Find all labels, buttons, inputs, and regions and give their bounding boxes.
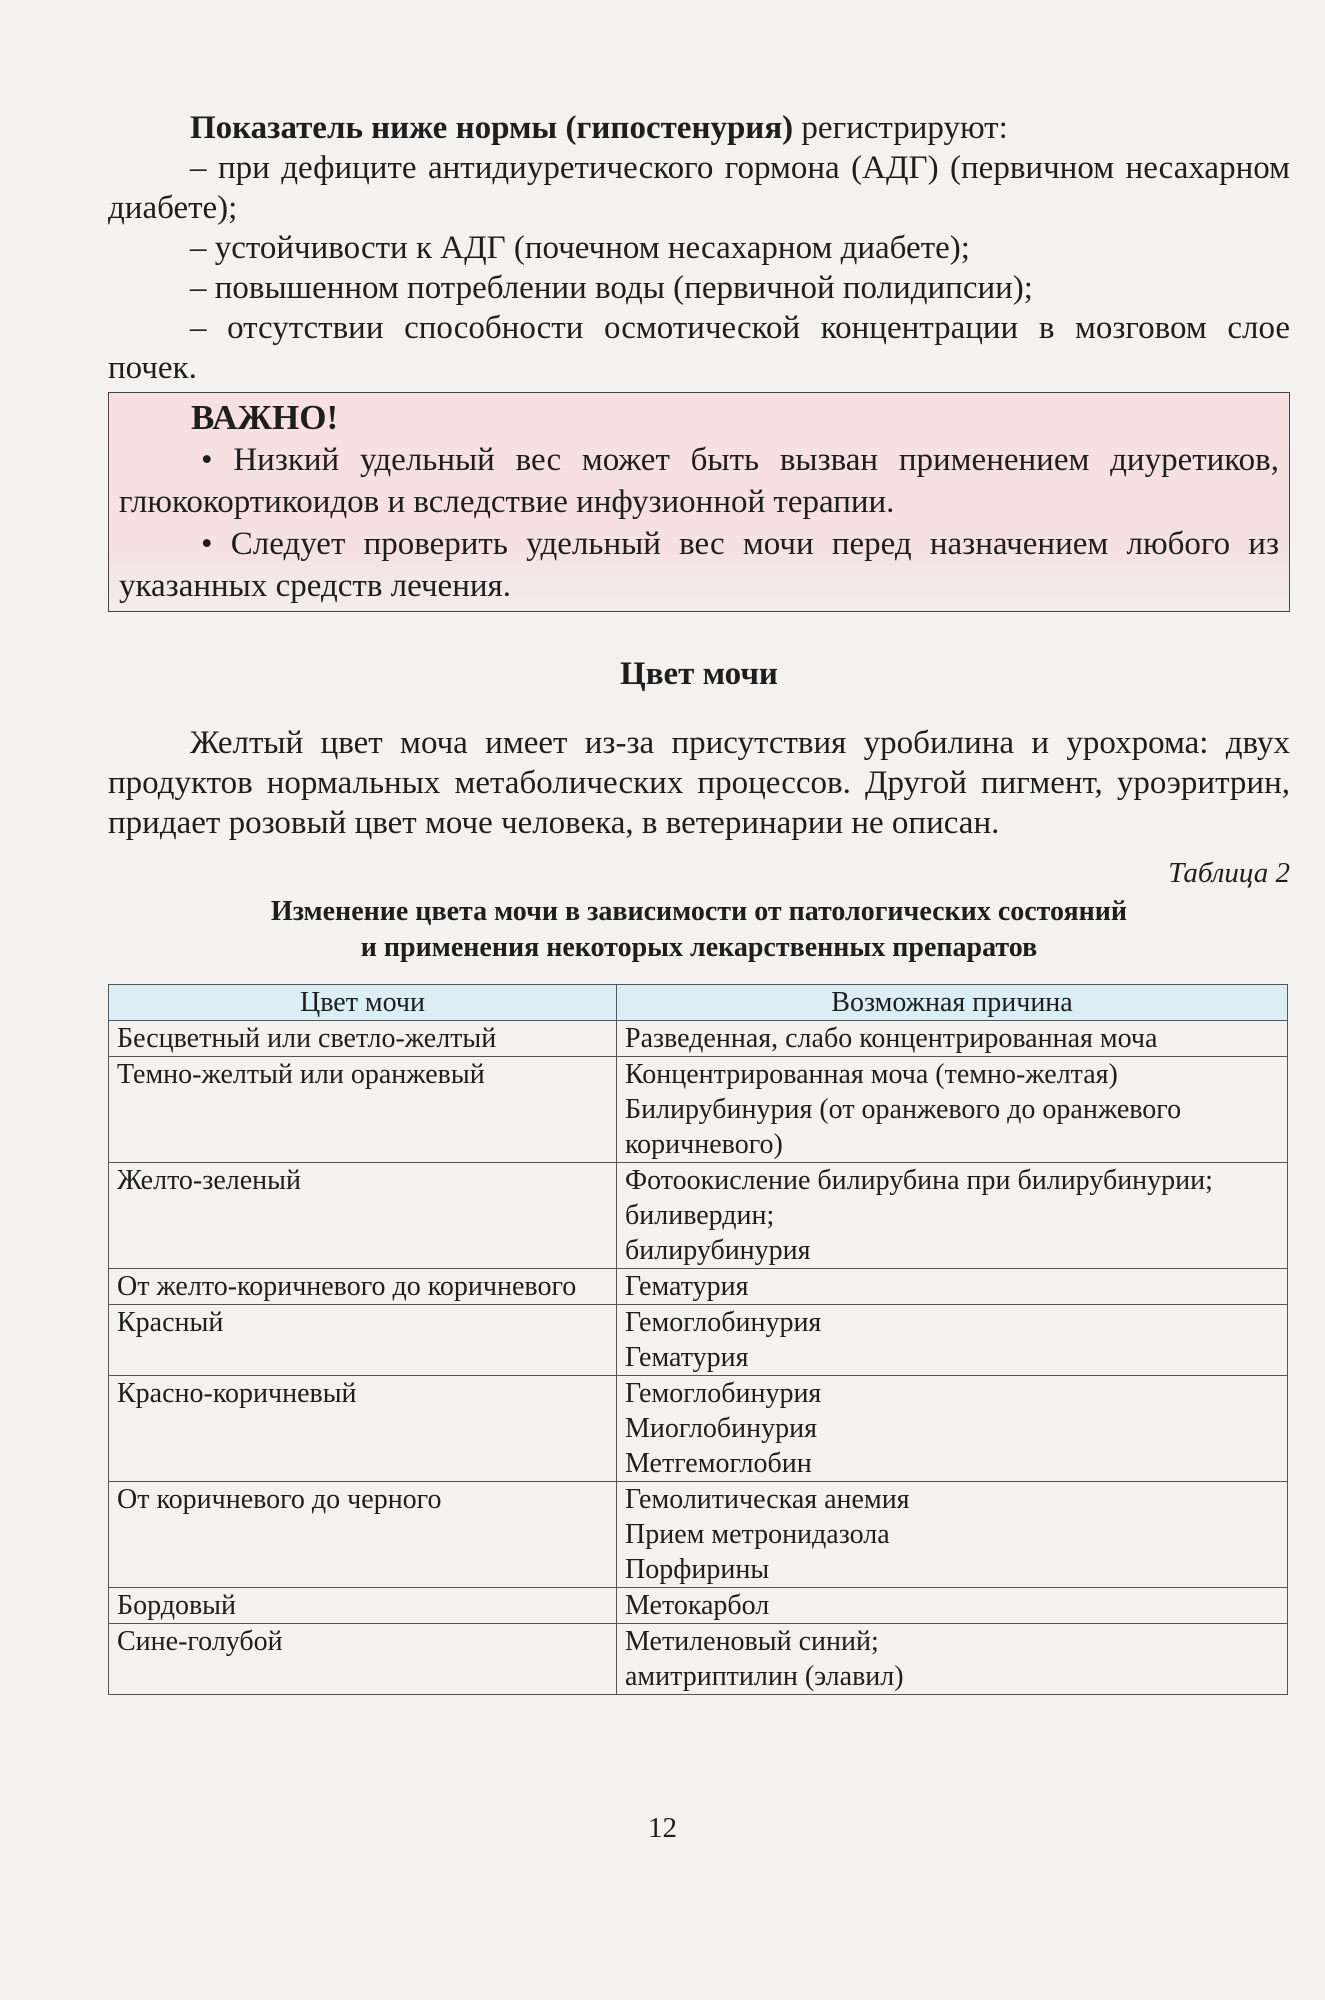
important-point: • Низкий удельный вес может быть вызван применением диуретиков, глюкокортикоидов и вследствие инфузионной терапии. xyxy=(119,442,1279,520)
table-label: Таблица 2 xyxy=(1168,857,1290,889)
hypostenuria-heading-rest: регистрируют: xyxy=(793,110,1008,146)
important-point: • Следует проверить удельный вес мочи перед назначением любого из указанных средств лечения. xyxy=(119,526,1279,604)
cause-line: Метокарбол xyxy=(625,1590,770,1621)
cause-cell xyxy=(617,1305,1288,1376)
cause-line: Метиленовый синий; xyxy=(625,1626,879,1657)
cause-line: Гематурия xyxy=(625,1342,749,1373)
cause-item: – устойчивости к АДГ (почечном несахарном диабете); xyxy=(190,230,970,266)
table-caption-line: Изменение цвета мочи в зависимости от патологических состояний xyxy=(270,896,1128,927)
cause-line: Билирубинурия (от оранжевого до оранжевого коричневого) xyxy=(625,1094,1182,1160)
table-header-row xyxy=(109,985,1288,1021)
table-row xyxy=(109,1376,1288,1482)
important-box xyxy=(108,392,1290,612)
urine-color-table xyxy=(108,984,1288,1695)
color-cell: Бордовый xyxy=(109,1588,617,1624)
color-cell: Темно-желтый или оранжевый xyxy=(109,1057,617,1163)
color-cell: Бесцветный или светло-желтый xyxy=(109,1021,617,1057)
cause-item: – отсутствии способности осмотической концентрации в мозговом слое почек. xyxy=(108,310,1290,386)
header-cause: Возможная причина xyxy=(617,985,1288,1021)
important-title: ВАЖНО! xyxy=(191,398,339,437)
cause-cell xyxy=(617,1376,1288,1482)
cause-line: Миоглобинурия xyxy=(625,1413,817,1444)
section-paragraph: Желтый цвет моча имеет из-за присутствия уробилина и урохрома: двух продуктов нормальных метаболических процессов. Другой пигмент, уроэритрин, придает розовый цвет моче человека, в ветеринарии не описан. xyxy=(108,725,1290,841)
cause-item: – при дефиците антидиуретического гормона (АДГ) (первичном несахарном диабете); xyxy=(108,150,1290,226)
cause-cell xyxy=(617,1482,1288,1588)
table-row xyxy=(109,1588,1288,1624)
cause-line: Концентрированная моча (темно-желтая) xyxy=(625,1059,1118,1090)
header-color: Цвет мочи xyxy=(109,985,617,1021)
table-row xyxy=(109,1269,1288,1305)
color-cell: Красный xyxy=(109,1305,617,1376)
table-row xyxy=(109,1057,1288,1163)
cause-line: Гематурия xyxy=(625,1271,749,1302)
table-caption-line: и применения некоторых лекарственных препаратов xyxy=(360,932,1038,963)
hypostenuria-heading xyxy=(108,108,1290,148)
cause-cell xyxy=(617,1624,1288,1695)
page-content xyxy=(108,108,1290,1695)
cause-line: Гемоглобинурия xyxy=(625,1307,822,1338)
color-cell: От коричневого до черного xyxy=(109,1482,617,1588)
hypostenuria-heading-bold: Показатель ниже нормы (гипостенурия) xyxy=(190,110,794,146)
table-body xyxy=(109,1021,1288,1695)
color-cell: Сине-голубой xyxy=(109,1624,617,1695)
cause-line: билирубинурия xyxy=(625,1235,811,1266)
color-cell: Желто-зеленый xyxy=(109,1163,617,1269)
table-row xyxy=(109,1482,1288,1588)
section-title: Цвет мочи xyxy=(620,656,778,692)
color-cell: От желто-коричневого до коричневого xyxy=(109,1269,617,1305)
table-row xyxy=(109,1021,1288,1057)
cause-item: – повышенном потреблении воды (первичной полидипсии); xyxy=(190,270,1033,306)
cause-line: Фотоокисление билирубина при билирубинурии; xyxy=(625,1165,1213,1196)
cause-line: Гемолитическая анемия xyxy=(625,1484,910,1515)
cause-cell xyxy=(617,1269,1288,1305)
cause-cell xyxy=(617,1021,1288,1057)
cause-cell xyxy=(617,1588,1288,1624)
cause-line: Метгемоглобин xyxy=(625,1448,812,1479)
cause-line: Разведенная, слабо концентрированная моча xyxy=(625,1023,1158,1054)
page-number: 12 xyxy=(648,1812,677,1844)
cause-line: Порфирины xyxy=(625,1554,770,1585)
cause-line: биливердин; xyxy=(625,1200,775,1231)
table-caption xyxy=(108,894,1290,966)
cause-cell xyxy=(617,1057,1288,1163)
cause-line: Гемоглобинурия xyxy=(625,1378,822,1409)
table-row xyxy=(109,1624,1288,1695)
cause-cell xyxy=(617,1163,1288,1269)
cause-line: Прием метронидазола xyxy=(625,1519,890,1550)
color-cell: Красно-коричневый xyxy=(109,1376,617,1482)
table-row xyxy=(109,1305,1288,1376)
table-row xyxy=(109,1163,1288,1269)
cause-line: амитриптилин (элавил) xyxy=(625,1661,904,1692)
